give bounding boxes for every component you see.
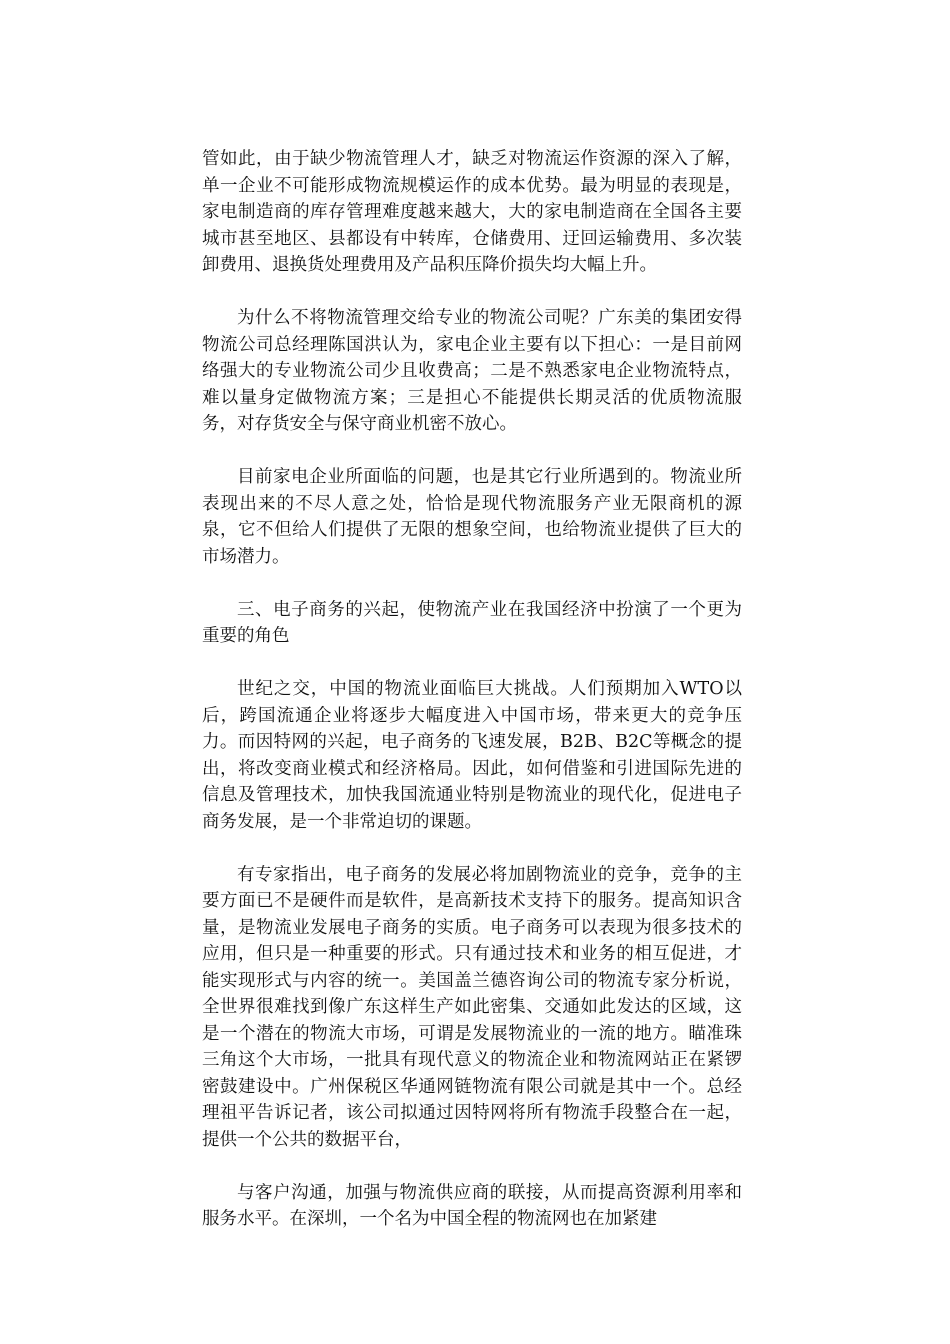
paragraph-6: 有专家指出，电子商务的发展必将加剧物流业的竞争，竞争的主要方面已不是硬件而是软件，是高新技术支持下的服务。提高知识含量，是物流业发展电子商务的实质。电子商务可以表现为很多技术的应用，但只是一种重要的形式。只有通过技术和业务的相互促进，才能实现形式与内容的统一。美国盖兰德咨询公司的物流专家分析说，全世界很难找到像广东这样生产如此密集、交通如此发达的区域，这是一个潜在的物流大市场，可谓是发展物流业的一流的地方。瞄准珠三角这个大市场，一批具有现代意义的物流企业和物流网站正在紧锣密鼓建设中。广州保税区华通网链物流有限公司就是其中一个。总经理祖平告诉记者，该公司拟通过因特网将所有物流手段整合在一起，提供一个公共的数据平台， <box>202 864 742 1150</box>
paragraph-7: 与客户沟通，加强与物流供应商的联接，从而提高资源利用率和服务水平。在深圳，一个名为中国全程的物流网也在加紧建 <box>202 1182 742 1229</box>
section-heading-3: 三、电子商务的兴起，使物流产业在我国经济中扮演了一个更为重要的角色 <box>202 599 742 646</box>
document-body <box>202 146 742 1233</box>
paragraph-5: 世纪之交，中国的物流业面临巨大挑战。人们预期加入WTO以后，跨国流通企业将逐步大幅度进入中国市场，带来更大的竞争压力。而因特网的兴起，电子商务的飞速发展，B2B、B2C等概念的提出，将改变商业模式和经济格局。因此，如何借鉴和引进国际先进的信息及管理技术，加快我国流通业特别是物流业的现代化，促进电子商务发展，是一个非常迫切的课题。 <box>202 679 742 832</box>
paragraph-1: 管如此，由于缺少物流管理人才，缺乏对物流运作资源的深入了解，单一企业不可能形成物流规模运作的成本优势。最为明显的表现是，家电制造商的库存管理难度越来越大，大的家电制造商在全国各主要城市甚至地区、县都设有中转库，仓储费用、迂回运输费用、多次装卸费用、退换货处理费用及产品积压降价损失均大幅上升。 <box>202 149 742 275</box>
paragraph-2: 为什么不将物流管理交给专业的物流公司呢？广东美的集团安得物流公司总经理陈国洪认为，家电企业主要有以下担心：一是目前网络强大的专业物流公司少且收费高；二是不熟悉家电企业物流特点，难以量身定做物流方案；三是担心不能提供长期灵活的优质物流服务，对存货安全与保守商业机密不放心。 <box>202 308 742 434</box>
paragraph-3: 目前家电企业所面临的问题，也是其它行业所遇到的。物流业所表现出来的不尽人意之处，恰恰是现代物流服务产业无限商机的源泉，它不但给人们提供了无限的想象空间，也给物流业提供了巨大的市场潜力。 <box>202 467 742 567</box>
